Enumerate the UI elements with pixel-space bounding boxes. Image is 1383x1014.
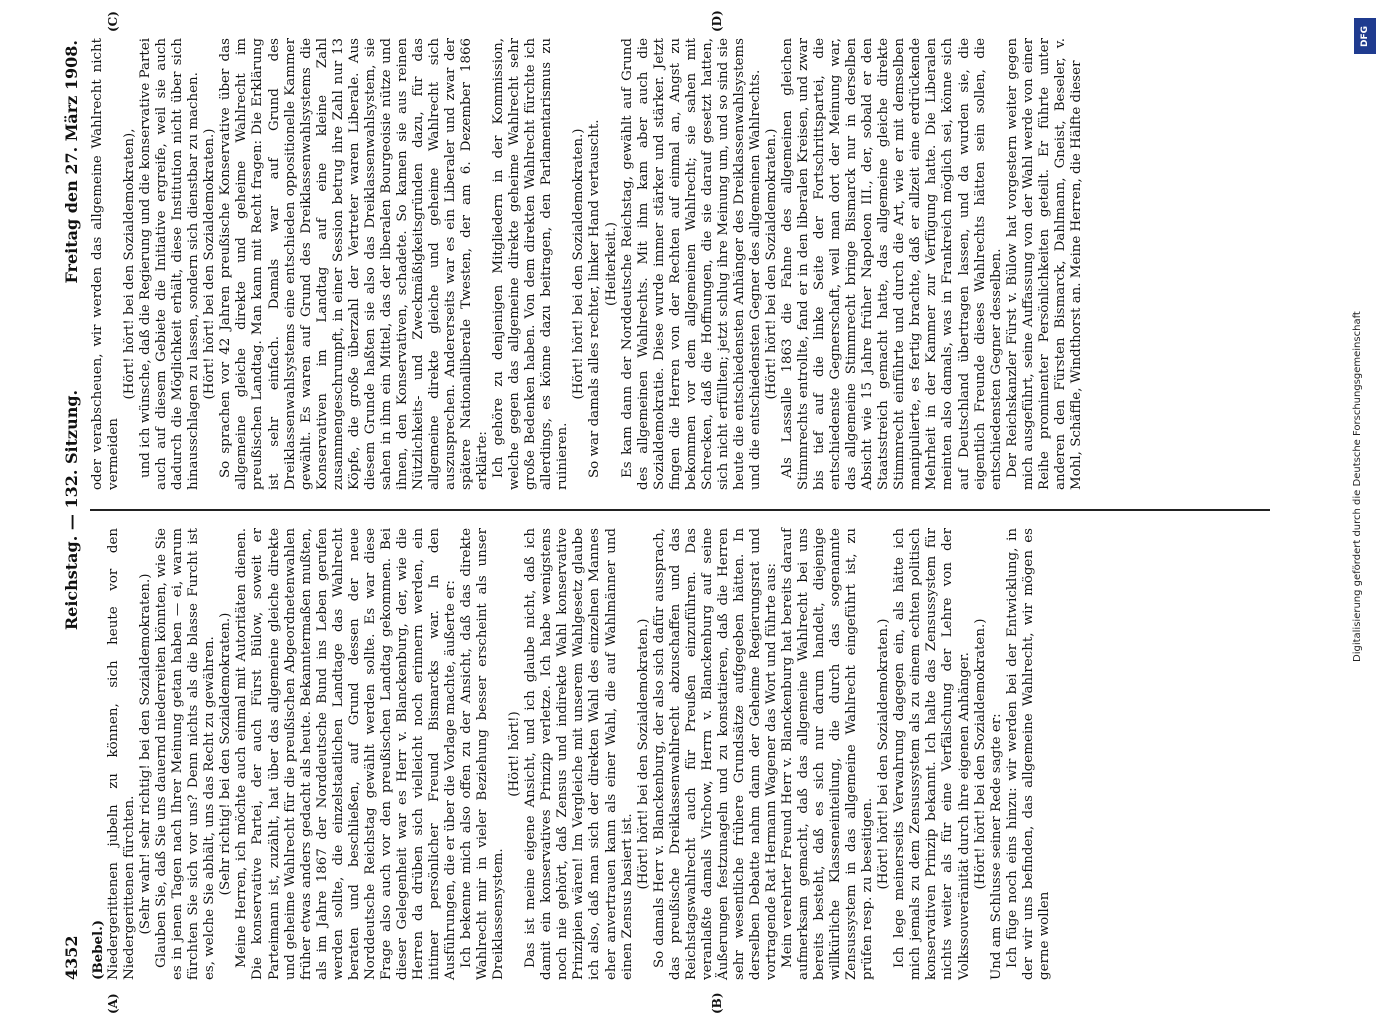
page-header xyxy=(60,40,86,980)
quote-paragraph: Das ist meine eigene Ansicht, und ich glaube nicht, daß ich damit ein konservatives Prinzip verletze. Ich habe wenigstens noch nie gehört, daß Zensus und indirekte Wahl konservative Prinzipien wären! Im Vergleiche mit unserem Wahlgesetz glaube ich also, daß man sich der direkten Wahl des einzelnen Mannes eher anvertrauen kann als einer Wahl, die auf Wahlmänner und einen Zensus basiert ist. xyxy=(523,528,635,980)
margin-marker-d: (D) xyxy=(710,10,724,32)
interjection: (Hört! hört! bei den Sozialdemokraten.) xyxy=(202,38,218,490)
paragraph: Meine Herren, ich möchte auch einmal mit Autoritäten dienen. Die konservative Partei, der auch Fürst Bülow, soweit er Parteimann ist, zuzählt, hat über das allgemeine gleiche direkte und geheime Wahlrecht für die preußischen Abgeordnetenwahlen früher etwas anders gedacht als heute. Bekanntermaßen mußten, als im Jahre 1867 der Norddeutsche Bund ins Leben gerufen werden sollte, die einzelstaatlichen Landtage das Wahlrecht beraten und beschließen, auf Grund dessen der neue Norddeutsche Reichstag gewählt werden sollte. Es war diese Frage also auch vor den preußischen Landtag gekommen. Bei dieser Gelegenheit war es Herr v. Blanckenburg, der, wie die Herren da drüben sich vielleicht noch erinnern werden, ein intimer persönlicher Freund Bismarcks war. In den Ausführungen, die er über die Vorlage machte, äußerte er: xyxy=(234,528,459,980)
digitization-note: Digitalisierung gefördert durch die Deutsche Forschungsgemeinschaft xyxy=(1352,62,1378,662)
margin-marker-b: (B) xyxy=(710,993,724,1014)
paragraph: Und am Schlusse seiner Rede sagte er: xyxy=(989,528,1005,980)
interjection: (Sehr wahr! sehr richtig! bei den Sozialdemokraten.) xyxy=(138,528,154,980)
session-date: Freitag den 27. März 1908. xyxy=(62,40,81,284)
interjection: (Sehr richtig! bei den Sozialdemokraten.) xyxy=(218,528,234,980)
paragraph: Als Lassalle 1863 die Fahne des allgemeinen gleichen Stimmrechts entrollte, fand er in den liberalen Kreisen, und zwar bis tief auf die linke Seite der Fortschrittspartei, die entschiedenste Gegnerschaft, weil man dort der Meinung war, das allgemeine Stimmrecht bringe Bismarck nur in derselben Absicht wie 15 Jahre früher Napoleon III., der, sobald er den Staatsstreich gemacht hatte, das allgemeine gleiche direkte Stimmrecht einführte und durch die Art, wie er mit demselben manipulierte, es fertig brachte, daß er allzeit eine erdrückende Mehrheit in der Kammer zur Verfügung hatte. Die Liberalen meinten also damals, was in Frankreich möglich sei, könne sich auf Deutschland übertragen lassen, und da wurden sie, die eigentlich Freunde dieses Wahlrechts hätten sein sollen, die entschiedensten Gegner desselben. xyxy=(780,38,1005,490)
page-number: 4352 xyxy=(62,935,81,980)
column-divider xyxy=(90,510,1270,512)
left-column xyxy=(90,528,1053,980)
margin-marker-a: (A) xyxy=(106,993,120,1014)
digitization-sidebar xyxy=(1350,18,1380,658)
paragraph: Es kam dann der Norddeutsche Reichstag, gewählt auf Grund des allgemeinen Wahlrechts. Mit ihm kam aber auch die Sozialdemokratie. Diese wurde immer stärker und stärker. Jetzt fingen die Herren von der Rechten auf einmal an, Angst zu bekommen vor dem allgemeinen Wahlrecht; sie sahen mit Schrecken, daß die Hoffnungen, die sie darauf gesetzt hatten, sich nicht erfüllten; jetzt schlug ihre Meinung um, und so sind sie heute die entschiedensten Anhänger des Dreiklassenwahlsystems und die entschiedensten Gegner des allgemeinen Wahlrechts. xyxy=(620,38,764,490)
quote-paragraph: Ich lege meinerseits Verwahrung dagegen ein, als hätte ich mich jemals zu dem Zensussystem als zu einem echten politisch konservativen Prinzip bekannt. Ich halte das Zensussystem für nichts weiter als für eine Verfälschung der Lehre von der Volkssouveränität durch ihre eigenen Anhänger. xyxy=(892,528,972,980)
quote-paragraph: Ich bekenne mich also offen zu der Ansicht, daß das direkte Wahlrecht mir in vieler Beziehung besser erscheint als unser Dreiklassensystem. xyxy=(459,528,507,980)
right-column xyxy=(90,38,1085,490)
quote-paragraph: oder verabscheuen, wir werden das allgemeine Wahlrecht nicht vermeiden xyxy=(90,38,122,490)
interjection: (Hört! hört! bei den Sozialdemokraten), xyxy=(122,38,138,490)
quote-paragraph: Mein verehrter Freund Herr v. Blanckenburg hat bereits darauf aufmerksam gemacht, daß das allgemeine Wahlrecht bei uns bereits besteht, daß es sich nur darum handelt, diejenige willkürliche Klasseneinteilung, die durch das sogenannte Zensussystem in das allgemeine Wahlrecht eingeführt ist, zu prüfen resp. zu beseitigen. xyxy=(780,528,876,980)
rotated-page xyxy=(60,40,1320,980)
dfg-logo: DFG xyxy=(1354,18,1376,54)
quote-paragraph: Ich gehöre zu denjenigen Mitgliedern in der Kommission, welche gegen das allgemeine direkte geheime Wahlrecht sehr große Bedenken haben. Von dem direkten Wahlrecht fürchte ich allerdings, es könne dazu beitragen, den Parlamentarismus zu ruinieren. xyxy=(491,38,571,490)
paragraph: So war damals alles rechter, linker Hand vertauscht. xyxy=(587,38,603,490)
session-title: Reichstag. — 132. Sitzung. xyxy=(62,40,81,980)
interjection: (Hört! hört! bei den Sozialdemokraten.) xyxy=(571,38,587,490)
paragraph: So sprachen vor 42 Jahren preußische Konservative über das allgemeine gleiche direkte und geheime Wahlrecht im preußischen Landtag. Man kann mit Recht fragen: Die Erklärung ist sehr einfach. Damals war auf Grund des Dreiklassenwahlsystems eine entschieden oppositionelle Kammer gewählt. Es waren auf Grund des Dreiklassenwahlsystems die Konservativen im Landtag auf eine kleine Zahl zusammengeschrumpft, in einer Session betrug ihre Zahl nur 13 Köpfe, die große überzahl der Vertreter waren Liberale. Aus diesem Grunde haßten sie also das Dreiklassenwahlsystem, sie sahen in ihm ein Mittel, das der liberalen Bourgeoisie nütze und ihnen, den Konservativen, schadete. So kamen sie aus reinen Nützlichkeits- und Zweckmäßigkeitsgründen dazu, für das allgemeine direkte gleiche und geheime Wahlrecht sich auszusprechen. Andererseits war es ein Liberaler und zwar der spätere Nationalliberale Twesten, der am 6. Dezember 1866 erklärte: xyxy=(218,38,491,490)
interjection: (Hört! hört! bei den Sozialdemokraten.) xyxy=(636,528,652,980)
quote-paragraph: und ich wünsche, daß die Regierung und die konservative Partei auch auf diesem Gebiete die Initiative ergreife, weil sie auch dadurch die Möglichkeit erhält, diese Institution nicht über sich hinausschlagen zu lassen, sondern sich dienstbar zu machen. xyxy=(138,38,202,490)
interjection: (Hört! hört! bei den Sozialdemokraten.) xyxy=(876,528,892,980)
paragraph: Der Reichskanzler Fürst v. Bülow hat vorgestern weiter gegen mich ausgeführt, seine Auffassung von der Wahl werde von einer Reihe prominenter Persönlichkeiten geteilt. Er führte unter anderen den Fürsten Bismarck, Dahlmann, Gneist, Beseler, v. Mohl, Schäffle, Windthorst an. Meine Herren, die Hälfte dieser xyxy=(1005,38,1085,490)
paragraph: Glauben Sie, daß Sie uns dauernd niederreiten könnten, wie Sie es in jenen Tagen nach Ihrer Meinung getan haben — ei, warum fürchten Sie sich vor uns? Denn nichts als die blasse Furcht ist es, welche Sie abhält, uns das Recht zu gewähren. xyxy=(154,528,218,980)
quote-paragraph: Ich füge noch eins hinzu: wir werden bei der Entwicklung, in der wir uns befinden, das allgemeine Wahlrecht, wir mögen es gerne wollen xyxy=(1005,528,1053,980)
interjection: (Hört! hört! bei den Sozialdemokraten.) xyxy=(973,528,989,980)
paragraph: Niedergerittenen jubeln zu können, sich heute vor den Niedergerittenen fürchten. xyxy=(106,528,138,980)
paragraph: So damals Herr v. Blanckenburg, der also sich dafür aussprach, das preußische Dreiklassenwahlrecht abzuschaffen und das Reichstagswahlrecht auch für Preußen einzuführen. Das veranlaßte damals Virchow, Herrn v. Blanckenburg auf seine Äußerungen festzunageln und zu konstatieren, daß die Herren sehr wesentliche frühere Grundsätze aufgegeben hätten. In derselben Debatte nahm dann der Geheime Regierungsrat und vortragende Rat Hermann Wagener das Wort und führte aus: xyxy=(652,528,780,980)
interjection: (Hört! hört! bei den Sozialdemokraten.) xyxy=(764,38,780,490)
speaker-label: (Bebel.) xyxy=(90,528,106,980)
margin-marker-c: (C) xyxy=(106,11,120,32)
interjection: (Hört! hört!) xyxy=(507,528,523,980)
interjection: (Heiterkeit.) xyxy=(604,38,620,490)
